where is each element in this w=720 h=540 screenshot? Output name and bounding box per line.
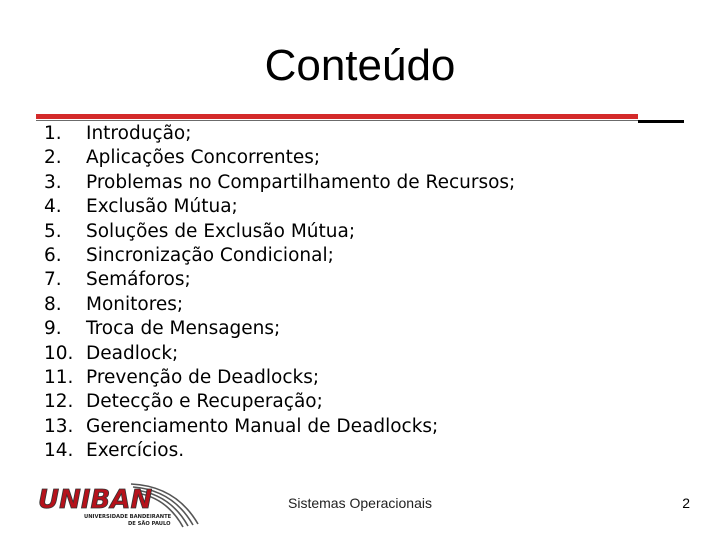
list-item-text: Aplicações Concorrentes; bbox=[86, 147, 321, 169]
logo-subtitle-2: DE SÃO PAULO bbox=[128, 521, 171, 527]
slide-title: Conteúdo bbox=[264, 41, 456, 90]
list-item bbox=[44, 415, 515, 439]
list-item-text: Exercícios. bbox=[86, 440, 185, 462]
list-item-text: Soluções de Exclusão Mútua; bbox=[86, 220, 356, 242]
list-item-text: Semáforos; bbox=[86, 269, 191, 291]
list-item-text: Deadlock; bbox=[86, 342, 179, 364]
list-item bbox=[44, 390, 515, 414]
list-item-number: 10. bbox=[44, 342, 74, 364]
list-item-text: Introdução; bbox=[86, 123, 192, 144]
list-item bbox=[44, 342, 515, 366]
logo-subtitle-1: UNIVERSIDADE BANDEIRANTE bbox=[84, 514, 172, 520]
list-item bbox=[44, 366, 515, 390]
list-item-number: 1. bbox=[44, 123, 62, 144]
list-item-text: Problemas no Compartilhamento de Recursos; bbox=[86, 171, 516, 193]
uniban-logo bbox=[36, 480, 204, 530]
list-item-number: 4. bbox=[44, 196, 62, 218]
list-item-number: 6. bbox=[44, 245, 62, 267]
list-item bbox=[44, 293, 515, 317]
list-item bbox=[44, 268, 515, 292]
footer-text: Sistemas Operacionais bbox=[288, 495, 432, 511]
list-item bbox=[44, 244, 515, 268]
list-item bbox=[44, 220, 515, 244]
list-item bbox=[44, 317, 515, 341]
list-item bbox=[44, 439, 515, 463]
list-item-number: 7. bbox=[44, 269, 62, 291]
list-item-number: 3. bbox=[44, 171, 62, 193]
content-list bbox=[44, 122, 515, 464]
list-item-text: Monitores; bbox=[86, 293, 184, 315]
list-item-text: Troca de Mensagens; bbox=[86, 318, 281, 340]
list-item-text: Prevenção de Deadlocks; bbox=[86, 367, 320, 389]
list-item bbox=[44, 195, 515, 219]
list-item-number: 14. bbox=[44, 440, 74, 462]
title-divider-shadow bbox=[36, 120, 638, 121]
list-item-number: 11. bbox=[44, 367, 74, 389]
list-item-text: Detecção e Recuperação; bbox=[86, 391, 323, 413]
list-item-text: Gerenciamento Manual de Deadlocks; bbox=[86, 415, 439, 437]
list-item-number: 8. bbox=[44, 293, 62, 315]
list-item-number: 9. bbox=[44, 318, 62, 340]
list-item bbox=[44, 171, 515, 195]
logo-wordmark: UNIBAN bbox=[38, 485, 153, 515]
list-item-number: 12. bbox=[44, 391, 74, 413]
list-item bbox=[44, 146, 515, 170]
list-item-text: Exclusão Mútua; bbox=[86, 196, 238, 218]
list-item bbox=[44, 122, 515, 146]
list-item-number: 5. bbox=[44, 220, 62, 242]
list-item-number: 2. bbox=[44, 147, 62, 169]
list-item-number: 13. bbox=[44, 415, 74, 437]
page-number: 2 bbox=[682, 495, 690, 511]
title-divider-red bbox=[36, 114, 638, 119]
title-divider-black bbox=[638, 120, 684, 123]
list-item-text: Sincronização Condicional; bbox=[86, 245, 334, 267]
